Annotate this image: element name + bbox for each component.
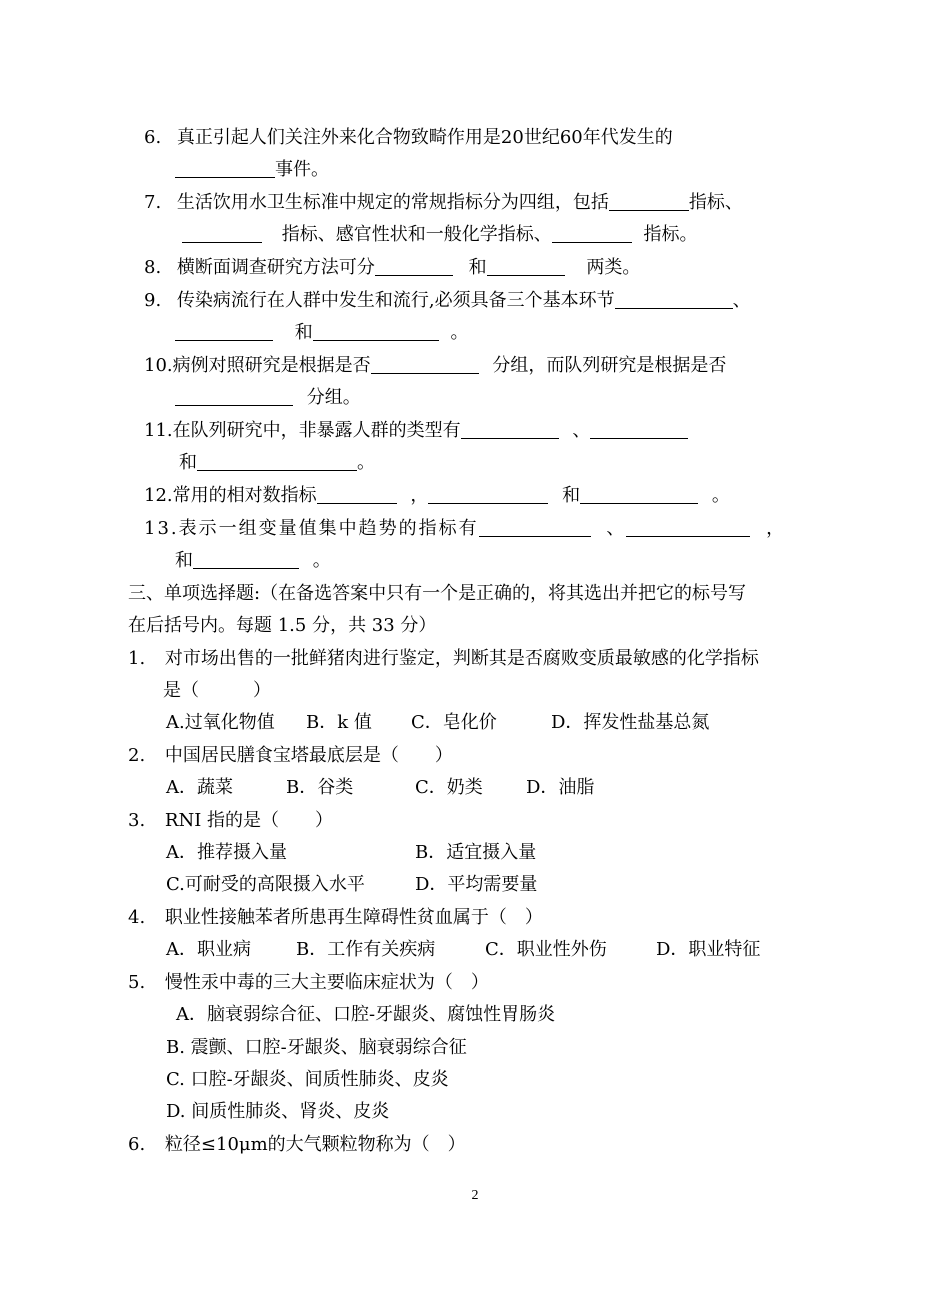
answer-blank[interactable] <box>626 518 750 537</box>
answer-blank[interactable] <box>175 159 275 178</box>
fill-q12: 12.常用的相对数指标 ， 和 。 <box>144 485 730 506</box>
choice-q5-option-d[interactable]: D. 间质性肺炎、肾炎、皮炎 <box>166 1101 390 1122</box>
fill-q9-cont: 和 。 <box>175 321 468 345</box>
choice-q2-option-c[interactable]: C．奶类 <box>415 777 483 798</box>
choice-q1-option-c[interactable]: C．皂化价 <box>411 712 497 733</box>
fill-q10: 10.病例对照研究是根据是否 分组，而队列研究是根据是否 <box>144 355 727 376</box>
answer-blank[interactable] <box>175 322 273 341</box>
answer-blank[interactable] <box>479 518 591 537</box>
section3-heading-cont: 在后括号内。每题 1.5 分，共 33 分） <box>128 615 437 636</box>
choice-q5: 5. 慢性汞中毒的三大主要临床症状为（ ） <box>128 972 489 993</box>
fill-q6: 6. 真正引起人们关注外来化合物致畸作用是20世纪60年代发生的 <box>144 127 673 148</box>
choice-q4-option-a[interactable]: A．职业病 <box>166 939 251 960</box>
choice-q4-option-c[interactable]: C．职业性外伤 <box>485 939 607 960</box>
answer-blank[interactable] <box>487 257 565 276</box>
fill-q7-cont: 指标、感官性状和一般化学指标、 指标。 <box>182 223 697 247</box>
choice-q2-option-a[interactable]: A．蔬菜 <box>166 777 233 798</box>
answer-blank[interactable] <box>580 485 698 504</box>
choice-q1-option-a[interactable]: A.过氧化物值 <box>166 712 275 733</box>
choice-q1-option-b[interactable]: B．k 值 <box>306 712 372 733</box>
answer-blank[interactable] <box>552 224 632 243</box>
choice-q4: 4. 职业性接触苯者所患再生障碍性贫血属于（ ） <box>128 907 543 928</box>
answer-blank[interactable] <box>609 192 689 211</box>
fill-q7: 7. 生活饮用水卫生标准中规定的常规指标分为四组，包括 指标、 <box>144 192 743 213</box>
answer-blank[interactable] <box>313 322 439 341</box>
choice-q3-option-d[interactable]: D．平均需要量 <box>415 874 538 895</box>
choice-q1: 1. 对市场出售的一批鲜猪肉进行鉴定，判断其是否腐败变质最敏感的化学指标 <box>128 648 759 669</box>
answer-blank[interactable] <box>371 355 479 374</box>
answer-blank[interactable] <box>461 420 559 439</box>
choice-q1-cont: 是（ ） <box>163 680 271 701</box>
fill-q10-cont: 分组。 <box>175 386 361 410</box>
fill-q13: 13.表示一组变量值集中趋势的指标有 、 ， <box>144 518 787 539</box>
fill-q11-cont: 和 。 <box>179 452 375 473</box>
choice-q6: 6. 粒径≤10μm的大气颗粒物称为（ ） <box>128 1134 466 1155</box>
page-number: 2 <box>471 1188 479 1203</box>
fill-q9: 9. 传染病流行在人群中发生和流行,必须具备三个基本环节 、 <box>144 290 751 311</box>
fill-q13-cont: 和 。 <box>175 550 331 571</box>
answer-blank[interactable] <box>375 257 453 276</box>
choice-q2-option-d[interactable]: D．油脂 <box>526 777 595 798</box>
answer-blank[interactable] <box>428 485 548 504</box>
answer-blank[interactable] <box>193 550 299 569</box>
choice-q3-option-b[interactable]: B．适宜摄入量 <box>415 842 537 863</box>
section3-heading: 三、单项选择题:（在备选答案中只有一个是正确的，将其选出并把它的标号写 <box>128 583 747 604</box>
answer-blank[interactable] <box>197 452 357 471</box>
answer-blank[interactable] <box>590 420 688 439</box>
answer-blank[interactable] <box>615 290 733 309</box>
choice-q5-option-a[interactable]: A．脑衰弱综合征、口腔-牙龈炎、腐蚀性胃肠炎 <box>176 1004 556 1025</box>
choice-q3-option-a[interactable]: A．推荐摄入量 <box>166 842 287 863</box>
choice-q2: 2. 中国居民膳食宝塔最底层是（ ） <box>128 745 453 766</box>
answer-blank[interactable] <box>182 224 262 243</box>
answer-blank[interactable] <box>317 485 397 504</box>
choice-q2-option-b[interactable]: B．谷类 <box>286 777 354 798</box>
choice-q3: 3. RNI 指的是（ ） <box>128 810 334 831</box>
choice-q4-option-d[interactable]: D．职业特征 <box>656 939 761 960</box>
choice-q5-option-c[interactable]: C. 口腔-牙龈炎、间质性肺炎、皮炎 <box>166 1069 449 1090</box>
choice-q5-option-b[interactable]: B. 震颤、口腔-牙龈炎、脑衰弱综合征 <box>166 1037 467 1058</box>
fill-q11: 11.在队列研究中，非暴露人群的类型有 、 <box>144 419 688 443</box>
fill-q6-cont: 事件。 <box>175 158 329 182</box>
answer-blank[interactable] <box>175 387 293 406</box>
choice-q3-option-c[interactable]: C.可耐受的高限摄入水平 <box>166 874 365 895</box>
choice-q4-option-b[interactable]: B．工作有关疾病 <box>296 939 436 960</box>
choice-q1-option-d[interactable]: D．挥发性盐基总氮 <box>551 712 710 733</box>
fill-q8: 8. 横断面调查研究方法可分 和 两类。 <box>144 257 641 278</box>
